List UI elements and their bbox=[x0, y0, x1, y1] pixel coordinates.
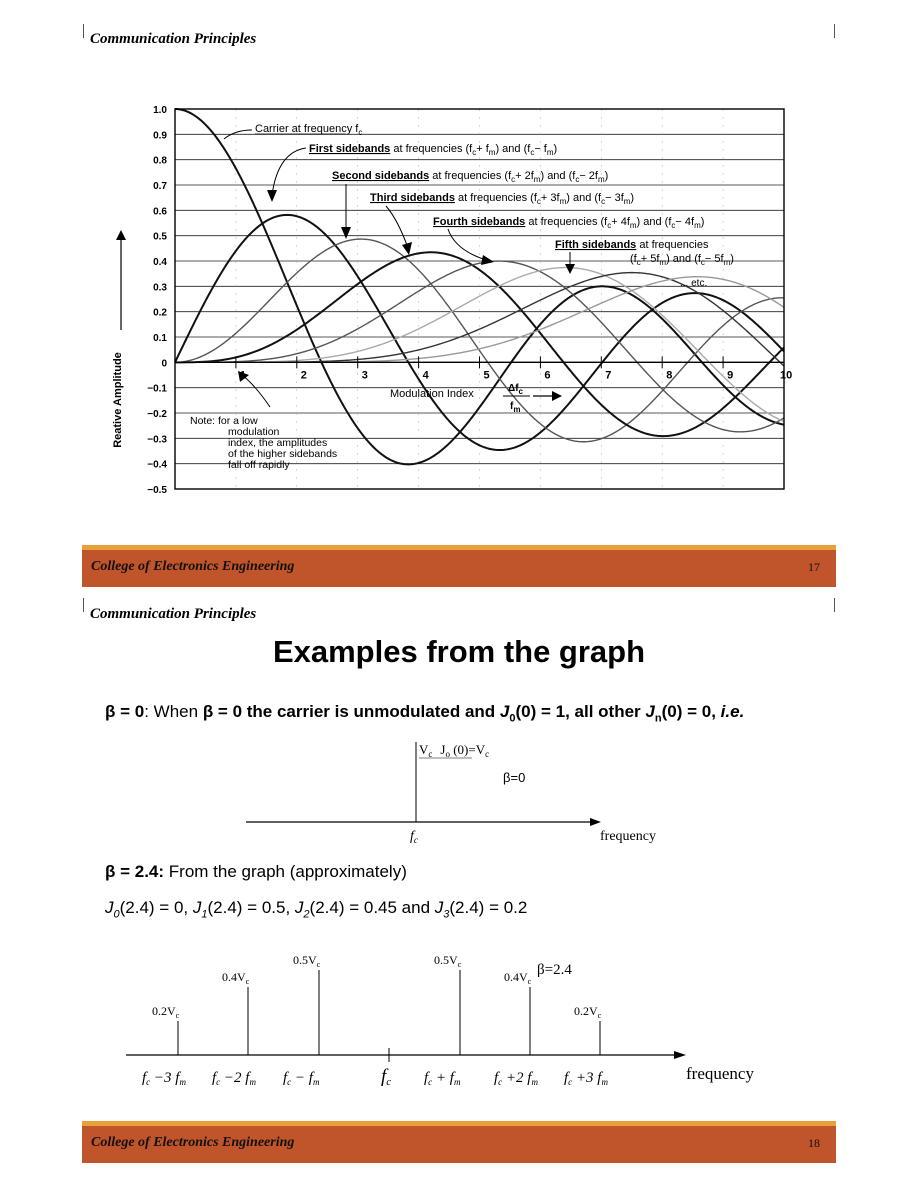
spectrum-beta-zero bbox=[0, 732, 918, 852]
beta-zero-line: β = 0: When β = 0 the carrier is unmodulated and $J_0(0) = 1$, all other $J_n(0) = 0$, i.e. bbox=[105, 702, 745, 725]
y-tick-label: 0.7 bbox=[153, 181, 167, 192]
annotation-fifth-sidebands: Fifth sidebands at frequencies bbox=[555, 239, 709, 251]
y-tick-label: 0.4 bbox=[153, 257, 167, 268]
spectral-amplitude-label: $0.5V_c$ bbox=[293, 955, 321, 969]
spectral-frequency-label: $f_c - f_m$ bbox=[283, 1070, 320, 1087]
x-tick-label: 5 bbox=[483, 369, 490, 382]
annotation-fifth-line2: $(f_c+ 5f_m)$ and $(f_c- 5f_m)$ bbox=[630, 253, 734, 267]
beta-label: β=2.4 bbox=[537, 962, 572, 978]
spectral-amplitude-label: $0.4V_c$ bbox=[222, 970, 250, 986]
y-tick-label: 0.1 bbox=[153, 333, 167, 344]
y-tick-label: −0.2 bbox=[147, 409, 167, 420]
x-tick-label: 4 bbox=[422, 369, 429, 382]
annotation-first-sidebands: First sidebands at frequencies $(f_c+ f_m)$ and $(f_c- f_m)$ bbox=[309, 143, 558, 157]
x-tick-label: 9 bbox=[727, 369, 734, 382]
x-tick-label: 7 bbox=[605, 369, 612, 382]
bessel-values-line: $J_0(2.4) = 0$, $J_1(2.4) = 0.5$, $J_2(2.4) = 0.45$ and $J_3(2.4) = 0.2$ bbox=[105, 898, 528, 921]
annotation-note bbox=[190, 415, 337, 471]
page-corner-mark bbox=[834, 598, 835, 612]
y-axis-label: Reative Amplitude bbox=[112, 352, 124, 448]
footer-text: College of Electronics Engineering bbox=[91, 559, 295, 574]
annotation-third-sidebands: Third sidebands at frequencies $(f_c+ 3f_m)$ and $(f_c- 3f_m)$ bbox=[370, 192, 635, 206]
spectral-amplitude-label: $0.5V_c$ bbox=[434, 955, 462, 969]
annotation-etc: ... etc. bbox=[680, 278, 708, 289]
page-header: Communication Principles bbox=[90, 31, 257, 47]
spectral-frequency-label: $f_c +2$ $f_m$ bbox=[494, 1070, 538, 1087]
y-tick-label: 0.3 bbox=[153, 282, 167, 294]
y-tick-label: −0.1 bbox=[147, 383, 167, 395]
spectral-amplitude-label: $0.2V_c$ bbox=[152, 1004, 180, 1020]
page-corner-mark bbox=[834, 24, 835, 38]
x-tick-label: 6 bbox=[544, 369, 551, 382]
page-number: 18 bbox=[808, 1136, 820, 1150]
carrier-amplitude-label: $V_c$ $J_o$ $(0)=V_c$ bbox=[419, 742, 490, 759]
spectral-frequency-label: $f_c + f_m$ bbox=[424, 1070, 461, 1087]
note-line: Note: for a low bbox=[190, 415, 258, 427]
annotation-leader bbox=[272, 148, 306, 195]
y-tick-label: 0.2 bbox=[153, 307, 167, 319]
page-footer bbox=[82, 545, 836, 587]
y-tick-label: 0.9 bbox=[153, 130, 167, 142]
spectral-frequency-label: $f_c +3$ $f_m$ bbox=[564, 1070, 608, 1087]
note-line: fall off rapidly bbox=[228, 459, 290, 471]
note-line: index, the amplitudes bbox=[228, 437, 328, 449]
y-tick-label: 1.0 bbox=[153, 105, 167, 116]
page-corner-mark bbox=[83, 24, 84, 38]
spectral-frequency-label: $f_c -2$ $f_m$ bbox=[212, 1070, 256, 1087]
x-axis-formula-num: $\Delta f_c$ bbox=[508, 383, 523, 396]
y-tick-label: 0 bbox=[161, 358, 167, 370]
annotation-fourth-sidebands: Fourth sidebands at frequencies $(f_c+ 4f_m)$ and $(f_c- 4f_m)$ bbox=[433, 216, 705, 230]
x-tick-label: 8 bbox=[666, 369, 673, 382]
x-tick-label: 10 bbox=[780, 369, 793, 382]
annotation-second-sidebands: Second sidebands at frequencies $(f_c+ 2f_m)$ and $(f_c- 2f_m)$ bbox=[332, 170, 609, 184]
page-header: Communication Principles bbox=[90, 606, 257, 622]
y-axis-arrowhead bbox=[116, 230, 126, 240]
frequency-axis-label: frequency bbox=[686, 1064, 754, 1083]
slide-title: Examples from the graph bbox=[272, 634, 646, 669]
page-number: 17 bbox=[808, 560, 820, 574]
bessel-function-chart bbox=[0, 90, 918, 610]
page-footer bbox=[82, 1121, 836, 1163]
y-tick-label: 0.5 bbox=[153, 231, 167, 243]
y-tick-label: 0.6 bbox=[153, 206, 167, 218]
beta-label: β=0 bbox=[503, 770, 526, 785]
note-line: of the higher sidebands bbox=[228, 448, 338, 460]
spectrum-beta-2-4 bbox=[0, 955, 918, 1095]
y-tick-label: −0.3 bbox=[147, 434, 167, 446]
x-tick-label: 2 bbox=[300, 369, 307, 382]
y-tick-label: −0.5 bbox=[147, 485, 167, 496]
footer-text: College of Electronics Engineering bbox=[91, 1135, 295, 1150]
spectral-amplitude-label: $0.4V_c$ bbox=[504, 970, 532, 986]
note-line: modulation bbox=[228, 426, 280, 438]
y-tick-label: −0.4 bbox=[147, 459, 167, 471]
x-axis-formula-den: $f_m$ bbox=[510, 401, 521, 414]
x-tick-label: 3 bbox=[361, 369, 368, 382]
beta-2-4-line: β = 2.4: From the graph (approximately) bbox=[105, 862, 407, 881]
spectral-frequency-label: fc bbox=[381, 1066, 392, 1088]
spectral-frequency-label: $f_c -3$ $f_m$ bbox=[142, 1070, 186, 1087]
x-axis-label: Modulation Index bbox=[390, 388, 474, 400]
spectral-amplitude-label: $0.2V_c$ bbox=[574, 1004, 602, 1020]
frequency-axis-label: frequency bbox=[600, 829, 656, 844]
page-corner-mark bbox=[83, 598, 84, 612]
y-tick-label: 0.8 bbox=[153, 155, 167, 167]
annotation-carrier: Carrier at frequency $f_c$ bbox=[255, 123, 363, 137]
fc-label: $f_c$ bbox=[410, 829, 418, 845]
